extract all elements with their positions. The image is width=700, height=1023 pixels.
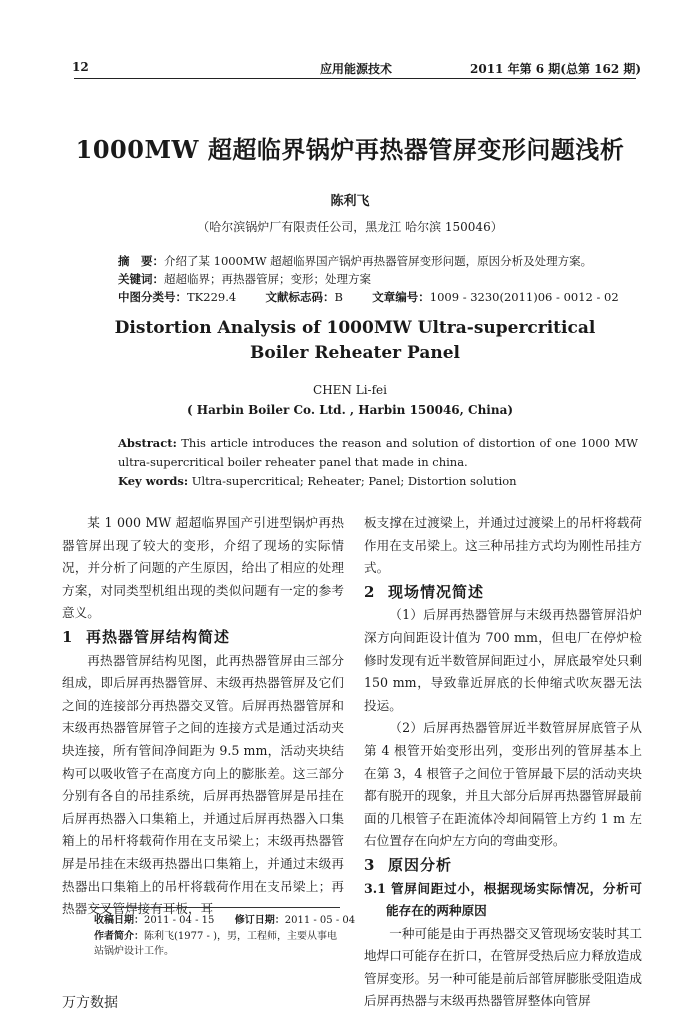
author-cn: 陈利飞 — [330, 194, 370, 209]
article-no-value: 1009 - 3230(2011)06 - 0012 - 02 — [429, 290, 619, 304]
section-3-heading — [364, 854, 642, 877]
revised-label: 修订日期： — [234, 915, 285, 926]
abstract-cn-label: 摘 要： — [118, 254, 164, 268]
abstract-en — [118, 434, 638, 491]
section-2-title: 现场情况简述 — [388, 582, 485, 601]
section-1-paragraph: 再热器管屏结构见图，此再热器管屏由三部分组成，即后屏再热器管屏、末级再热器管屏及它们之间的连接部分再热器交叉管。后屏再热器管屏和末级再热器管屏管子之间的连接方式是通过活动夹块连接，所有管间净间距为 9.5 mm，活动夹块结构可以吸收管子在高度方向上的膨胀差。这三部分分别有各自的吊挂系统，后屏再热器管屏是吊挂在后屏再热器入口集箱上，并通过后屏再热器入口集箱上的吊杆将载荷作用在支吊梁上；末级再热器管屏是吊挂在末级再热器出口集箱上，并通过末级再热器出口集箱上的吊杆将载荷作用在支吊梁上；再热器交叉管焊接有耳板，耳 — [62, 652, 344, 917]
section-1-continuation: 板支撑在过渡梁上，并通过过渡梁上的吊杆将载荷作用在支吊梁上。这三种吊挂方式均为刚性吊挂方式。 — [364, 515, 642, 576]
section-3-title: 原因分析 — [388, 855, 453, 874]
page-number: 12 — [72, 60, 89, 74]
section-2-paragraph-2: （2）后屏再热器管屏近半数管屏屏底管子从第 4 根管开始变形出列，变形出列的管屏基本上在第 3，4 根管子之间位于管屏最下层的活动夹块都有脱开的现象，并且大部分后屏再热器管屏最前面的几根管子在距流体冷却间隔管上方约 1 m 左右位置存在向炉左方向的弯曲变形。 — [364, 720, 642, 849]
title-en-line2: Boiler Reheater Panel — [250, 343, 460, 363]
body-column-right — [364, 512, 642, 1013]
journal-name: 应用能源技术 — [320, 62, 393, 76]
section-1-number: 1 — [62, 627, 74, 646]
abstract-en-label: Abstract: — [118, 436, 177, 450]
doc-code-label: 文献标志码： — [265, 290, 335, 304]
section-3-number: 3 — [364, 855, 376, 874]
section-3-1-heading — [364, 878, 642, 923]
section-2-paragraph-1: （1）后屏再热器管屏与末级再热器管屏沿炉深方向间距设计值为 700 mm，但电厂在停炉检修时发现有近半数管屏间距过小，屏底最窄处只剩 150 mm，导致靠近屏底的长伸缩式吹灰器无法投运。 — [364, 607, 642, 713]
abstract-en-text: This article introduces the reason and solution of distortion of one 1000 MW ultra-supercritical boiler reheater panel that made in china. — [118, 436, 638, 469]
abstract-cn-text: 介绍了某 1000MW 超超临界国产锅炉再热器管屏变形问题，原因分析及处理方案。 — [164, 254, 593, 268]
header-rule — [74, 78, 636, 79]
footnote-dates — [94, 913, 355, 928]
section-3-1-paragraph: 一种可能是由于再热器交叉管现场安装时其工地焊口可能存在折口，在管屏受热后应力释放造成管屏变形。另一种可能是前后部管屏膨胀受阻造成后屏再热器与末级再热器管屏整体向管屏 — [364, 925, 642, 1009]
received-value: 2011 - 04 - 15 — [144, 915, 215, 926]
footnote-rule — [90, 907, 340, 908]
title-en — [60, 316, 650, 366]
intro-paragraph: 某 1 000 MW 超超临界国产引进型锅炉再热器管屏出现了较大的变形，介绍了现场的实际情况，并分析了问题的产生原因，给出了相应的处理方案，对同类型机组出现的类似问题有一定的参考意义。 — [62, 515, 344, 621]
author-bio-label: 作者简介： — [94, 931, 144, 942]
received-label: 收稿日期： — [94, 915, 144, 926]
section-1-title: 再热器管屏结构简述 — [86, 627, 231, 646]
keywords-en-text: Ultra-supercritical; Reheater; Panel; Distortion solution — [191, 474, 517, 488]
author-en: CHEN Li-fei — [313, 383, 387, 397]
keywords-cn-label: 关键词： — [118, 272, 164, 286]
footnote-author — [94, 929, 342, 959]
abstract-cn — [118, 252, 592, 270]
doc-code-value: B — [334, 290, 343, 304]
affiliation-cn: （哈尔滨锅炉厂有限责任公司，黑龙江 哈尔滨 150046） — [197, 220, 503, 234]
section-3-1-number: 3.1 — [364, 880, 386, 896]
section-2-heading — [364, 581, 642, 604]
section-1-heading — [62, 626, 344, 649]
body-column-left — [62, 512, 344, 921]
clc-value: TK229.4 — [187, 290, 237, 304]
keywords-en-label: Key words: — [118, 474, 189, 488]
keywords-cn — [118, 270, 371, 288]
affiliation-en: ( Harbin Boiler Co. Ltd. , Harbin 150046, China) — [186, 403, 514, 417]
title-en-line1: Distortion Analysis of 1000MW Ultra-supercritical — [114, 318, 596, 338]
article-no-label: 文章编号： — [372, 290, 430, 304]
author-bio-value: 陈利飞(1977 - )，男，工程师，主要从事电站锅炉设计工作。 — [94, 931, 337, 957]
title-cn: 1000MW 超超临界锅炉再热器管屏变形问题浅析 — [75, 135, 625, 164]
watermark-text: 万方数据 — [62, 995, 118, 1011]
section-2-number: 2 — [364, 582, 376, 601]
section-3-1-title: 管屏间距过小，根据现场实际情况，分析可能存在的两种原因 — [386, 880, 643, 919]
issue-info: 2011 年第 6 期(总第 162 期) — [470, 62, 642, 76]
revised-value: 2011 - 05 - 04 — [284, 915, 356, 926]
classification-line — [118, 288, 619, 306]
clc-label: 中图分类号： — [118, 290, 187, 304]
keywords-cn-text: 超超临界；再热器管屏；变形；处理方案 — [164, 272, 371, 286]
